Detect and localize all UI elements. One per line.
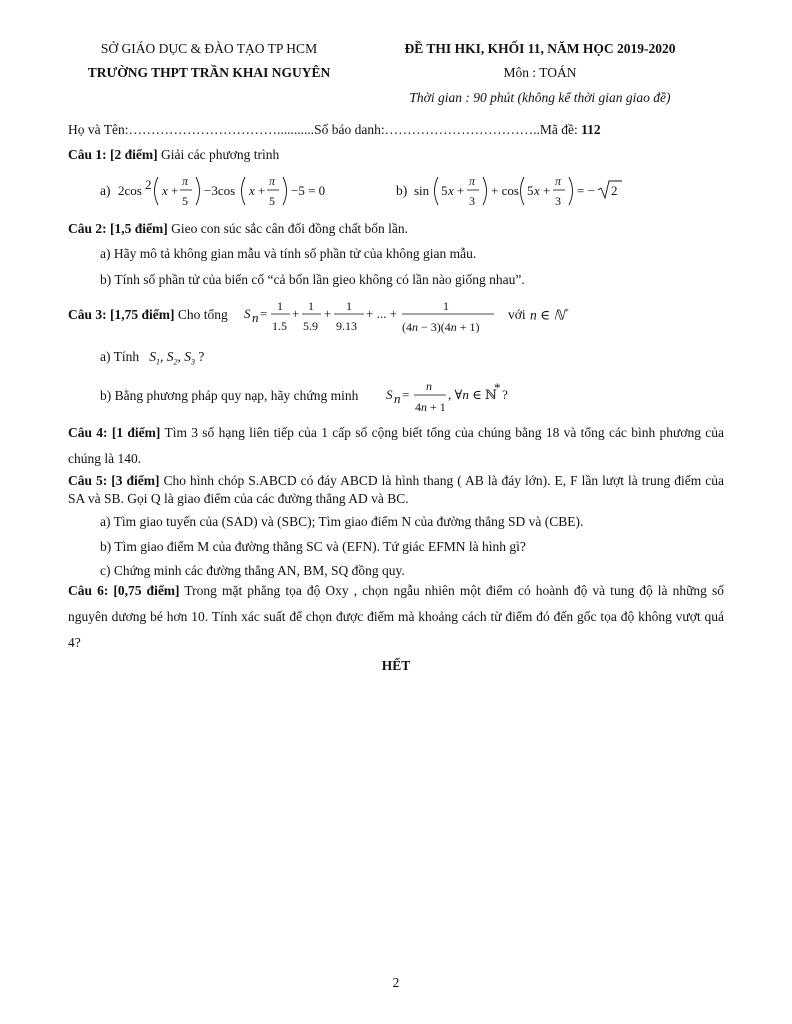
- svg-text:π: π: [555, 174, 562, 188]
- svg-text:π: π: [182, 174, 189, 188]
- question-2a: a) Hãy mô tả không gian mẫu và tính số phần tử của không gian mẫu.: [100, 246, 477, 261]
- svg-text:, ∀n ∈ ℕ: , ∀n ∈ ℕ: [448, 387, 497, 402]
- svg-text:(4n − 3)(4n + 1): (4n − 3)(4n + 1): [402, 320, 480, 334]
- svg-text:=: =: [260, 306, 268, 321]
- svg-text:x: x: [534, 183, 540, 198]
- svg-text:n: n: [426, 379, 432, 393]
- student-info-label: Họ và Tên:……………………………...........Số báo danh:……………………………..Mã đề:: [68, 122, 582, 137]
- question-5-text: Cho hình chóp S.ABCD có đáy ABCD là hình thang ( AB là đáy lớn). E, F lần lượt là trung điểm của SA và SB. Gọi Q là giao điểm của các đường thẳng AD và BC.: [68, 473, 724, 506]
- svg-text:*: *: [494, 380, 501, 395]
- q1a-equation: [118, 165, 348, 215]
- svg-text:+ ... +: + ... +: [366, 306, 397, 321]
- svg-text:π: π: [269, 174, 276, 188]
- question-3-label: Câu 3: [1,75 điểm]: [68, 307, 175, 322]
- exam-code: 112: [581, 122, 601, 137]
- svg-text:+: +: [457, 183, 465, 198]
- exam-title: ĐỀ THI HKI, KHỐI 11, NĂM HỌC 2019-2020: [404, 41, 676, 56]
- svg-text:4n + 1: 4n + 1: [415, 400, 446, 414]
- question-2-label: Câu 2: [1,5 điểm]: [68, 221, 168, 236]
- question-3-text: Cho tổng: [174, 307, 228, 322]
- svg-text:1: 1: [277, 299, 283, 313]
- svg-text:9.13: 9.13: [336, 319, 357, 333]
- question-1-label: Câu 1: [2 điểm]: [68, 147, 158, 162]
- question-2: [68, 221, 408, 237]
- question-6-text: Trong mặt phẳng tọa độ Oxy , chọn ngẫu nhiên một điểm có hoành độ và tung độ là những số nguyên dương bé hơn 10. Tính xác suất để chọn được điểm mà khoảng cách từ điểm đó đến gốc tọa độ không vượt quá 4?: [68, 583, 724, 650]
- svg-text:5: 5: [182, 194, 188, 208]
- question-5-label: Câu 5: [3 điểm]: [68, 473, 160, 488]
- svg-text:+ cos: + cos: [491, 183, 519, 198]
- page-number: 2: [392, 975, 400, 990]
- question-4-text: Tìm 3 số hạng liên tiếp của 1 cấp số cộng biết tổng của chúng bằng 18 và tổng các bình phương của chúng là 140.: [68, 425, 724, 466]
- question-3a: [100, 349, 204, 367]
- svg-text:1: 1: [346, 299, 352, 313]
- svg-text:+: +: [171, 183, 179, 198]
- svg-text:+: +: [258, 183, 266, 198]
- question-5: [68, 472, 724, 508]
- svg-text:x: x: [162, 183, 168, 198]
- question-3: [68, 307, 228, 323]
- svg-text:n: n: [252, 310, 259, 325]
- svg-text:S: S: [386, 387, 393, 402]
- subject: Môn : TOÁN: [503, 65, 577, 80]
- question-6: [68, 578, 724, 656]
- svg-text:2cos: 2cos: [118, 183, 142, 198]
- svg-text:n: n: [394, 391, 401, 406]
- question-1: [68, 147, 279, 163]
- svg-text:x: x: [249, 183, 255, 198]
- svg-text:5: 5: [527, 183, 534, 198]
- question-5c: c) Chứng minh các đường thẳng AN, BM, SQ đồng quy.: [100, 563, 405, 578]
- question-3a-text: a) Tính: [100, 349, 140, 364]
- school-name: TRƯỜNG THPT TRẦN KHAI NGUYÊN: [87, 65, 331, 80]
- question-5b: b) Tìm giao điểm M của đường thẳng SC và (EFN). Tứ giác EFMN là hình gì?: [100, 539, 526, 554]
- svg-text:5.9: 5.9: [303, 319, 318, 333]
- student-info-line: [68, 122, 601, 138]
- svg-text:S: S: [244, 306, 251, 321]
- question-4: [68, 420, 724, 472]
- q3-with: với: [508, 307, 526, 322]
- q3a-terms: $S_1$, $S_2$, $S_3$ ?: [142, 349, 205, 367]
- department-name: SỞ GIÁO DỤC & ĐÀO TẠO TP HCM: [100, 41, 318, 56]
- svg-text:x: x: [448, 183, 454, 198]
- svg-text:+: +: [292, 306, 300, 321]
- exam-time: Thời gian : 90 phút (không kể thời gian giao đề): [409, 90, 671, 105]
- svg-text:2: 2: [145, 177, 152, 192]
- q3b-formula: [386, 375, 526, 419]
- svg-text:π: π: [469, 174, 476, 188]
- svg-text:5: 5: [441, 183, 448, 198]
- svg-text:+: +: [324, 306, 332, 321]
- q1b-equation: [414, 165, 624, 215]
- svg-text:sin: sin: [414, 183, 430, 198]
- q3-sum-formula: [244, 292, 504, 340]
- svg-text:= −: = −: [577, 183, 595, 198]
- svg-text:1: 1: [443, 299, 449, 313]
- question-4-label: Câu 4: [1 điểm]: [68, 425, 161, 440]
- svg-text:−3cos: −3cos: [204, 183, 236, 198]
- question-3b: b) Bằng phương pháp quy nạp, hãy chứng minh: [100, 388, 359, 403]
- svg-text:5: 5: [269, 194, 275, 208]
- question-6-label: Câu 6: [0,75 điểm]: [68, 583, 180, 598]
- svg-text:3: 3: [469, 194, 475, 208]
- svg-text:3: 3: [555, 194, 561, 208]
- end-marker: HẾT: [381, 658, 411, 673]
- svg-text:1.5: 1.5: [272, 319, 287, 333]
- question-2-text: Gieo con súc sắc cân đối đồng chất bốn lần.: [167, 221, 409, 236]
- svg-text:−5 = 0: −5 = 0: [291, 183, 326, 198]
- svg-text:?: ?: [502, 387, 508, 402]
- svg-text:=: =: [402, 387, 410, 402]
- question-2b: b) Tính số phần tử của biến cố “cả bốn lần gieo không có lần nào giống nhau”.: [100, 272, 525, 287]
- question-5a: a) Tìm giao tuyến của (SAD) và (SBC); Tìm giao điểm N của đường thẳng SD và (CBE).: [100, 514, 584, 529]
- svg-text:+: +: [543, 183, 551, 198]
- q1a-label: a): [100, 183, 111, 198]
- question-1-text: Giải các phương trình: [157, 147, 280, 162]
- q3-domain: n ∈ ℕ*: [530, 307, 569, 323]
- q1b-label: b): [396, 183, 408, 198]
- svg-text:1: 1: [308, 299, 314, 313]
- svg-text:2: 2: [611, 183, 618, 198]
